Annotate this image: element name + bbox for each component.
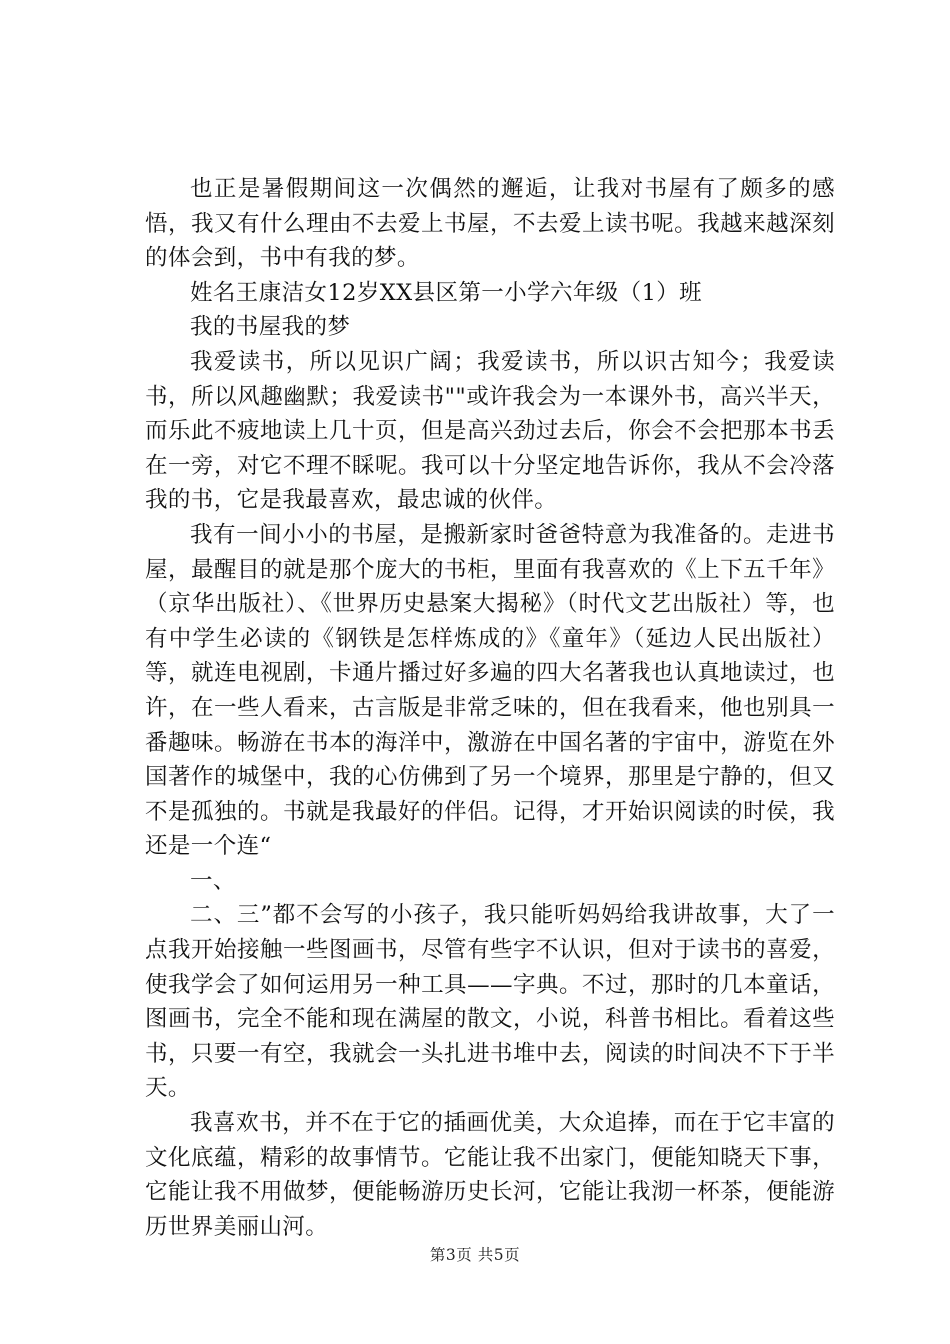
body-fragment: 一、 [190,867,236,894]
page-number-footer: 第3页 共5页 [429,1246,521,1264]
essay-title: 我的书屋我的梦 [190,314,351,341]
body-paragraph: 也正是暑假期间这一次偶然的邂逅，让我对书屋有了颇多的感悟，我又有什么理由不去爱上书屋，不去爱上读书呢。我越来越深刻的体会到，书中有我的梦。 [145,176,835,272]
body-paragraph: 我爱读书，所以见识广阔；我爱读书，所以识古知今；我爱读书，所以风趣幽默；我爱读书""或许我会为一本课外书，高兴半天，而乐此不疲地读上几十页，但是高兴劲过去后，你会不会把那本书丢在一旁，对它不理不睬呢。我可以十分坚定地告诉你，我从不会冷落我的书，它是我最喜欢，最忠诚的伙伴。 [145,348,835,514]
author-info-line: 姓名王康洁女12岁XX县区第一小学六年级（1）班 [190,279,703,306]
body-paragraph: 我喜欢书，并不在于它的插画优美，大众追捧，而在于它丰富的文化底蕴，精彩的故事情节。它能让我不出家门，便能知晓天下事，它能让我不用做梦，便能畅游历史长河，它能让我沏一杯茶，便能游历世界美丽山河。 [145,1110,835,1240]
document-body [145,172,835,1244]
body-paragraph: 二、三”都不会写的小孩子，我只能听妈妈给我讲故事，大了一点我开始接触一些图画书，尽管有些字不认识，但对于读书的喜爱，使我学会了如何运用另一种工具——字典。不过，那时的几本童话，图画书，完全不能和现在满屋的散文，小说，科普书相比。看着这些书，只要一有空，我就会一头扎进书堆中去，阅读的时间决不下于半天。 [145,902,835,1102]
body-paragraph: 我有一间小小的书屋，是搬新家时爸爸特意为我准备的。走进书屋，最醒目的就是那个庞大的书柜，里面有我喜欢的《上下五千年》（京华出版社）、《世界历史悬案大揭秘》（时代文艺出版社）等，也有中学生必读的《钢铁是怎样炼成的》《童年》（延边人民出版社）等，就连电视剧，卡通片播过好多遍的四大名著我也认真地读过，也许，在一些人看来，古言版是非常乏味的，但在我看来，他也别具一番趣味。畅游在书本的海洋中，激游在中国名著的宇宙中，游览在外国著作的城堡中，我的心仿佛到了另一个境界，那里是宁静的，但又不是孤独的。书就是我最好的伴侣。记得，才开始识阅读的时侯，我还是一个连“ [145,521,835,860]
